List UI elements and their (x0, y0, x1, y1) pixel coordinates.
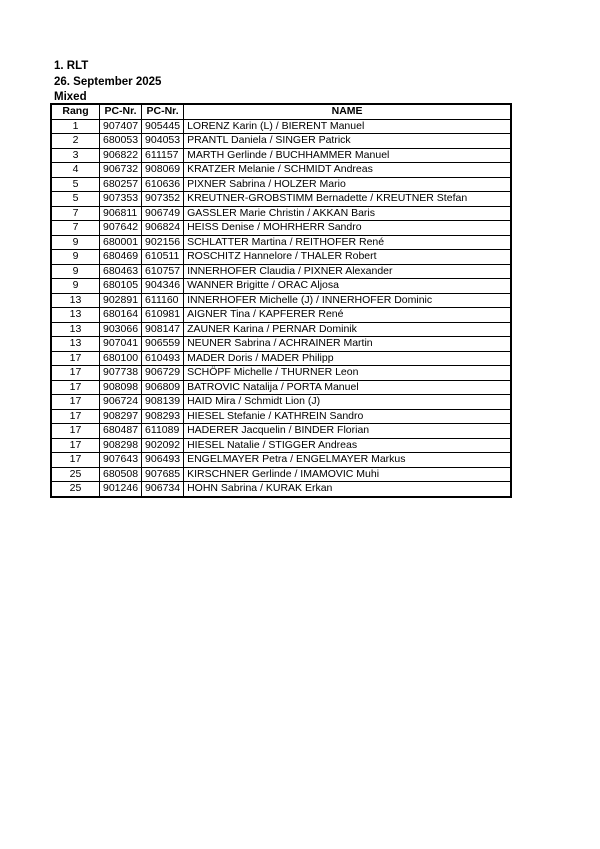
rang-cell: 3 (52, 148, 100, 163)
pc-nr-1-cell: 907407 (100, 119, 142, 134)
rang-cell: 5 (52, 177, 100, 192)
pc-nr-1-cell: 680257 (100, 177, 142, 192)
pc-nr-2-cell: 611089 (142, 424, 184, 439)
name-cell: BATROVIC Natalija / PORTA Manuel (184, 380, 511, 395)
rang-cell: 17 (52, 380, 100, 395)
pc-nr-2-cell: 902092 (142, 438, 184, 453)
pc-nr-2-cell: 908069 (142, 163, 184, 178)
pc-nr-2-cell: 906824 (142, 221, 184, 236)
pc-nr-2-cell: 904346 (142, 279, 184, 294)
pc-nr-2-cell: 908147 (142, 322, 184, 337)
table-row (52, 482, 511, 497)
table-row (52, 264, 511, 279)
pc-nr-2-cell: 610493 (142, 351, 184, 366)
table-row (52, 293, 511, 308)
column-header-name: NAME (184, 105, 511, 120)
competition-date: 26. September 2025 (54, 75, 162, 88)
column-header-rang: Rang (52, 105, 100, 120)
table-row (52, 409, 511, 424)
rang-cell: 13 (52, 308, 100, 323)
pc-nr-2-cell: 902156 (142, 235, 184, 250)
rang-cell: 25 (52, 482, 100, 497)
table-row (52, 366, 511, 381)
pc-nr-2-cell: 906729 (142, 366, 184, 381)
name-cell: LORENZ Karin (L) / BIERENT Manuel (184, 119, 511, 134)
name-cell: AIGNER Tina / KAPFERER René (184, 308, 511, 323)
pc-nr-2-cell: 610981 (142, 308, 184, 323)
rang-cell: 4 (52, 163, 100, 178)
name-cell: ENGELMAYER Petra / ENGELMAYER Markus (184, 453, 511, 468)
name-cell: PRANTL Daniela / SINGER Patrick (184, 134, 511, 149)
pc-nr-2-cell: 906559 (142, 337, 184, 352)
rang-cell: 7 (52, 206, 100, 221)
name-cell: HOHN Sabrina / KURAK Erkan (184, 482, 511, 497)
rang-cell: 9 (52, 264, 100, 279)
name-cell: HADERER Jacquelin / BINDER Florian (184, 424, 511, 439)
table-row (52, 424, 511, 439)
table-row (52, 438, 511, 453)
pc-nr-2-cell: 907685 (142, 467, 184, 482)
pc-nr-1-cell: 907738 (100, 366, 142, 381)
table-row (52, 250, 511, 265)
table-row (52, 148, 511, 163)
name-cell: NEUNER Sabrina / ACHRAINER Martin (184, 337, 511, 352)
table-row (52, 395, 511, 410)
pc-nr-1-cell: 901246 (100, 482, 142, 497)
pc-nr-1-cell: 680164 (100, 308, 142, 323)
pc-nr-2-cell: 908293 (142, 409, 184, 424)
pc-nr-2-cell: 907352 (142, 192, 184, 207)
rang-cell: 17 (52, 351, 100, 366)
pc-nr-1-cell: 680508 (100, 467, 142, 482)
table-header-row (52, 105, 511, 120)
table-row (52, 279, 511, 294)
rang-cell: 17 (52, 438, 100, 453)
name-cell: INNERHOFER Claudia / PIXNER Alexander (184, 264, 511, 279)
pc-nr-2-cell: 906734 (142, 482, 184, 497)
pc-nr-1-cell: 680001 (100, 235, 142, 250)
pc-nr-1-cell: 680105 (100, 279, 142, 294)
table-row (52, 177, 511, 192)
rang-cell: 17 (52, 395, 100, 410)
name-cell: HIESEL Natalie / STIGGER Andreas (184, 438, 511, 453)
table-row (52, 337, 511, 352)
rang-cell: 9 (52, 235, 100, 250)
rang-cell: 9 (52, 250, 100, 265)
table-row (52, 235, 511, 250)
rang-cell: 13 (52, 337, 100, 352)
table-row (52, 134, 511, 149)
table-row (52, 206, 511, 221)
pc-nr-1-cell: 680469 (100, 250, 142, 265)
pc-nr-1-cell: 903066 (100, 322, 142, 337)
name-cell: KREUTNER-GROBSTIMM Bernadette / KREUTNER Stefan (184, 192, 511, 207)
pc-nr-1-cell: 680487 (100, 424, 142, 439)
rang-cell: 13 (52, 322, 100, 337)
document-header (54, 59, 161, 106)
table-row (52, 380, 511, 395)
name-cell: SCHÖPF Michelle / THURNER Leon (184, 366, 511, 381)
rang-cell: 7 (52, 221, 100, 236)
name-cell: MARTH Gerlinde / BUCHHAMMER Manuel (184, 148, 511, 163)
table-row (52, 163, 511, 178)
name-cell: INNERHOFER Michelle (J) / INNERHOFER Dominic (184, 293, 511, 308)
rang-cell: 25 (52, 467, 100, 482)
pc-nr-1-cell: 907642 (100, 221, 142, 236)
name-cell: PIXNER Sabrina / HOLZER Mario (184, 177, 511, 192)
table-row (52, 322, 511, 337)
name-cell: HAID Mira / Schmidt Lion (J) (184, 395, 511, 410)
pc-nr-2-cell: 610757 (142, 264, 184, 279)
rang-cell: 13 (52, 293, 100, 308)
pc-nr-2-cell: 906493 (142, 453, 184, 468)
pc-nr-2-cell: 610511 (142, 250, 184, 265)
name-cell: GASSLER Marie Christin / AKKAN Baris (184, 206, 511, 221)
name-cell: KRATZER Melanie / SCHMIDT Andreas (184, 163, 511, 178)
competition-title: 1. RLT (54, 60, 89, 72)
pc-nr-2-cell: 906809 (142, 380, 184, 395)
pc-nr-2-cell: 610636 (142, 177, 184, 192)
table-row (52, 308, 511, 323)
pc-nr-1-cell: 908298 (100, 438, 142, 453)
column-header-pc-nr-1: PC-Nr. (100, 105, 142, 120)
pc-nr-1-cell: 908098 (100, 380, 142, 395)
table-row (52, 192, 511, 207)
name-cell: HEISS Denise / MOHRHERR Sandro (184, 221, 511, 236)
pc-nr-1-cell: 907643 (100, 453, 142, 468)
pc-nr-1-cell: 680463 (100, 264, 142, 279)
competition-category: Mixed (54, 91, 87, 103)
table-row (52, 453, 511, 468)
pc-nr-1-cell: 902891 (100, 293, 142, 308)
rang-cell: 5 (52, 192, 100, 207)
name-cell: MADER Doris / MADER Philipp (184, 351, 511, 366)
pc-nr-2-cell: 611157 (142, 148, 184, 163)
name-cell: HIESEL Stefanie / KATHREIN Sandro (184, 409, 511, 424)
rang-cell: 2 (52, 134, 100, 149)
rang-cell: 17 (52, 366, 100, 381)
pc-nr-2-cell: 906749 (142, 206, 184, 221)
table-row (52, 467, 511, 482)
name-cell: KIRSCHNER Gerlinde / IMAMOVIC Muhi (184, 467, 511, 482)
name-cell: SCHLATTER Martina / REITHOFER René (184, 235, 511, 250)
name-cell: ZAUNER Karina / PERNAR Dominik (184, 322, 511, 337)
name-cell: WANNER Brigitte / ORAC Aljosa (184, 279, 511, 294)
pc-nr-2-cell: 908139 (142, 395, 184, 410)
rang-cell: 17 (52, 424, 100, 439)
pc-nr-1-cell: 906732 (100, 163, 142, 178)
table-row (52, 221, 511, 236)
pc-nr-1-cell: 907041 (100, 337, 142, 352)
pc-nr-1-cell: 906724 (100, 395, 142, 410)
pc-nr-2-cell: 611160 (142, 293, 184, 308)
rang-cell: 17 (52, 409, 100, 424)
pc-nr-1-cell: 680053 (100, 134, 142, 149)
pc-nr-1-cell: 680100 (100, 351, 142, 366)
column-header-pc-nr-2: PC-Nr. (142, 105, 184, 120)
results-body (52, 119, 511, 496)
pc-nr-1-cell: 907353 (100, 192, 142, 207)
rang-cell: 17 (52, 453, 100, 468)
pc-nr-1-cell: 908297 (100, 409, 142, 424)
rang-cell: 1 (52, 119, 100, 134)
pc-nr-1-cell: 906811 (100, 206, 142, 221)
rang-cell: 9 (52, 279, 100, 294)
pc-nr-1-cell: 906822 (100, 148, 142, 163)
pc-nr-2-cell: 904053 (142, 134, 184, 149)
pc-nr-2-cell: 905445 (142, 119, 184, 134)
results-table (51, 104, 511, 497)
table-row (52, 119, 511, 134)
table-row (52, 351, 511, 366)
name-cell: ROSCHITZ Hannelore / THALER Robert (184, 250, 511, 265)
